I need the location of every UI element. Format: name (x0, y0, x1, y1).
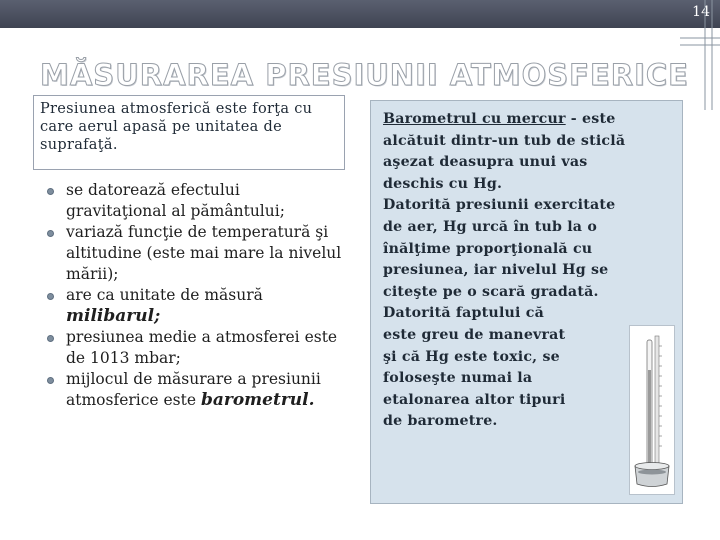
panel-line: de barometre. (383, 413, 498, 430)
definition-text: Presiunea atmosferică este forţa cu care aerul apasă pe unitatea de suprafaţă. (40, 101, 313, 153)
panel-line: citeşte pe o scară gradată. (383, 283, 599, 300)
list-item (44, 285, 344, 327)
bullet-text: mijlocul de măsurare a presiunii atmosferice este (66, 370, 321, 409)
list-item (44, 222, 344, 285)
panel-line: este greu de manevrat (383, 326, 566, 343)
list-item (44, 180, 344, 222)
panel-line: de aer, Hg urcă în tub la o (383, 218, 598, 235)
corner-decoration (680, 0, 720, 110)
panel-line: Datorită faptului că (383, 305, 545, 322)
barometer-icon (630, 326, 674, 494)
panel-line: aşezat deasupra unui vas (383, 154, 588, 171)
round-bullet-icon (47, 335, 54, 342)
bullet-emphasis: barometrul. (200, 390, 315, 410)
bullet-text: se datorează efectului gravitaţional al pământului; (66, 181, 285, 220)
bullet-text: variază funcţie de temperatură şi altitudine (este mai mare la nivelul mării); (66, 223, 342, 283)
panel-line: Datorită presiunii exercitate (383, 197, 616, 214)
panel-line: deschis cu Hg. (383, 175, 503, 192)
top-bar (0, 0, 720, 28)
round-bullet-icon (47, 377, 54, 384)
panel-line: înălţime proporţională cu (383, 240, 593, 257)
bullet-emphasis: milibarul; (66, 306, 161, 326)
panel-line: presiunea, iar nivelul Hg se (383, 262, 609, 279)
bullet-text: presiunea medie a atmosferei este de 1013 mbar; (66, 328, 338, 367)
panel-heading: Barometrul cu mercur (383, 111, 566, 127)
round-bullet-icon (47, 293, 54, 300)
list-item (44, 327, 344, 369)
panel-line: etalonarea altor tipuri (383, 391, 566, 408)
panel-line: şi că Hg este toxic, se (383, 348, 560, 365)
slide-title: MĂSURAREA PRESIUNII ATMOSFERICE (40, 58, 689, 92)
round-bullet-icon (47, 188, 54, 195)
panel-line (383, 109, 675, 131)
list-item (44, 369, 344, 411)
definition-box (33, 95, 345, 170)
bullet-text: are ca unitate de măsură (66, 286, 263, 304)
panel-line: alcătuit dintr-un tub de sticlă (383, 132, 626, 149)
bullet-list (44, 180, 344, 411)
panel-line: foloseşte numai la (383, 370, 533, 387)
mercury-barometer-illustration (629, 325, 675, 495)
round-bullet-icon (47, 230, 54, 237)
page-number: 14 (692, 4, 710, 20)
panel-line-text: - este (565, 111, 616, 127)
